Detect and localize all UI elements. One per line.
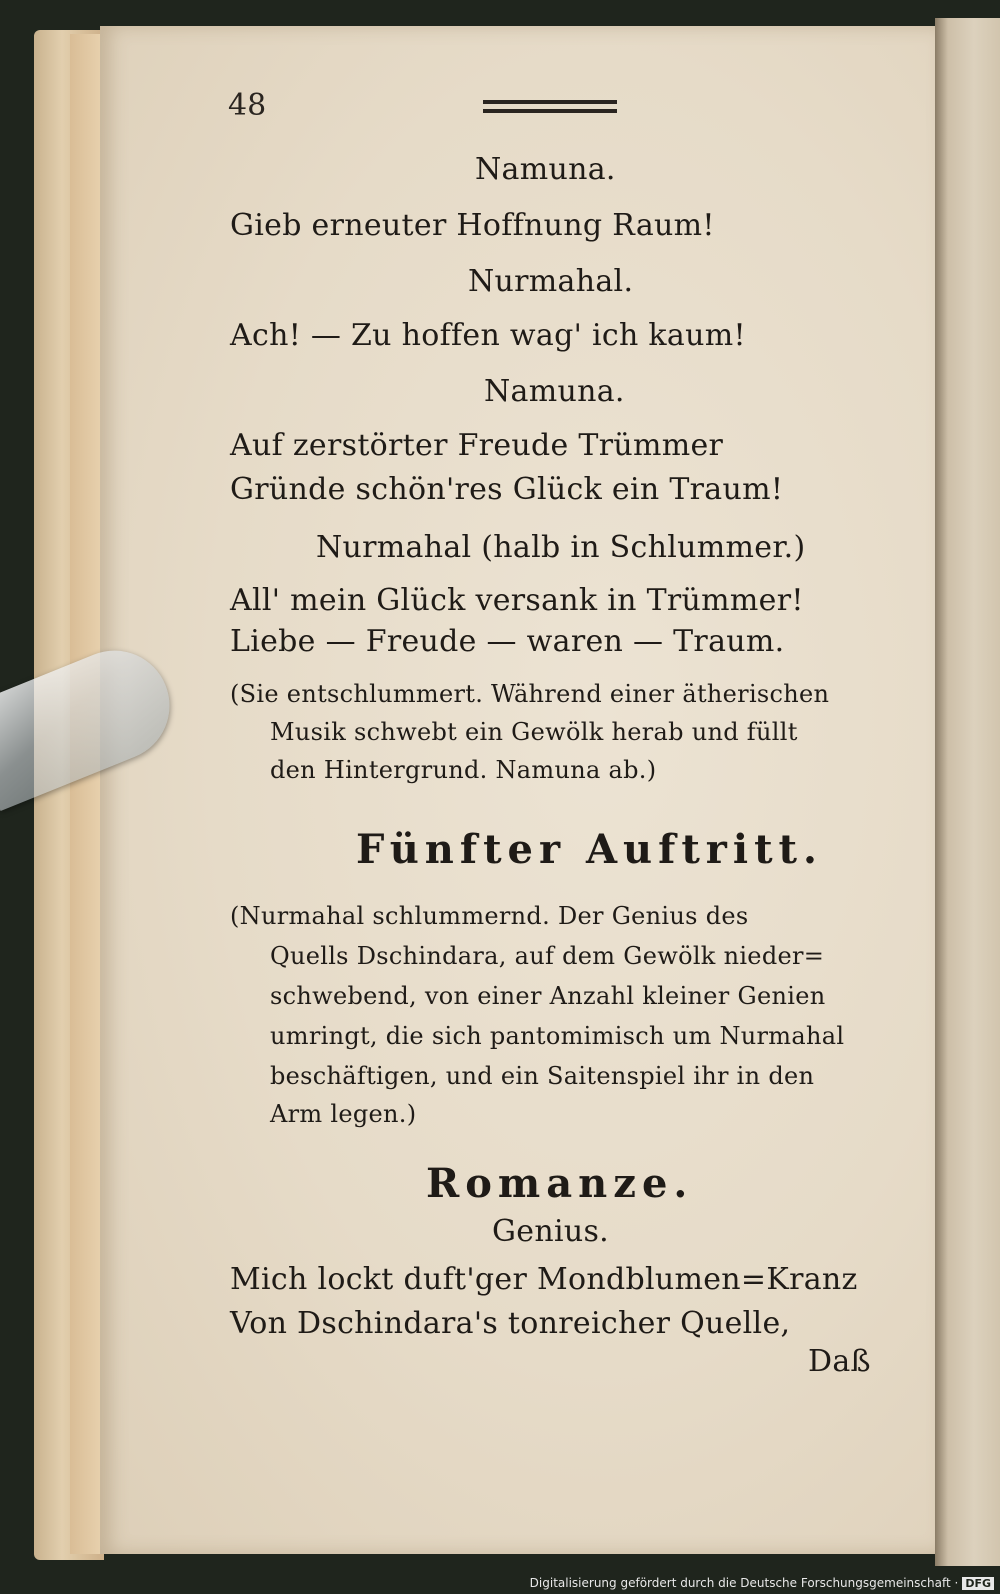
verse-line: Ach! — Zu hoffen wag' ich kaum!: [230, 318, 746, 353]
verse-line: Gieb erneuter Hoffnung Raum!: [230, 208, 715, 243]
speaker-line: Nurmahal (halb in Schlummer.): [316, 530, 806, 565]
footer-credit: [530, 1576, 994, 1590]
stage-direction-line: Arm legen.): [270, 1100, 417, 1128]
stage-direction-line: Quells Dschindara, auf dem Gewölk nieder=: [270, 942, 825, 970]
stage-direction-line: beschäftigen, und ein Saitenspiel ihr in den: [270, 1062, 815, 1090]
verse-line: Mich lockt duft'ger Mondblumen=Kranz: [230, 1262, 858, 1297]
verse-line: All' mein Glück versank in Trümmer!: [230, 583, 804, 618]
footer-text: Digitalisierung gefördert durch die Deutsche Forschungsgemeinschaft ·: [529, 1576, 959, 1590]
speaker-line: Nurmahal.: [468, 264, 634, 299]
dfg-logo: DFG: [962, 1577, 994, 1590]
speaker-line: Namuna.: [475, 152, 616, 187]
verse-line: Auf zerstörter Freude Trümmer: [230, 428, 724, 463]
catchword: Daß: [808, 1344, 871, 1379]
verse-line: Liebe — Freude — waren — Traum.: [230, 624, 785, 659]
speaker-line: Genius.: [492, 1214, 609, 1249]
stage-direction-line: schwebend, von einer Anzahl kleiner Genien: [270, 982, 826, 1010]
stage-direction-line: den Hintergrund. Namuna ab.): [270, 756, 657, 784]
next-page-edge: [935, 18, 1000, 1566]
speaker-line: Namuna.: [484, 374, 625, 409]
stage-direction-line: (Nurmahal schlummernd. Der Genius des: [230, 902, 749, 930]
verse-line: Gründe schön'res Glück ein Traum!: [230, 472, 784, 507]
verse-line: Von Dschindara's tonreicher Quelle,: [230, 1306, 791, 1341]
stage-direction-line: Musik schwebt ein Gewölk herab und füllt: [270, 718, 798, 746]
stage-direction-line: (Sie entschlummert. Während einer ätherischen: [230, 680, 830, 708]
page-number: 48: [228, 88, 267, 123]
section-heading: Romanze.: [426, 1160, 694, 1207]
stage-direction-line: umringt, die sich pantomimisch um Nurmahal: [270, 1022, 845, 1050]
scene-heading: Fünfter Auftritt.: [356, 826, 823, 873]
text-block: [230, 0, 880, 1400]
